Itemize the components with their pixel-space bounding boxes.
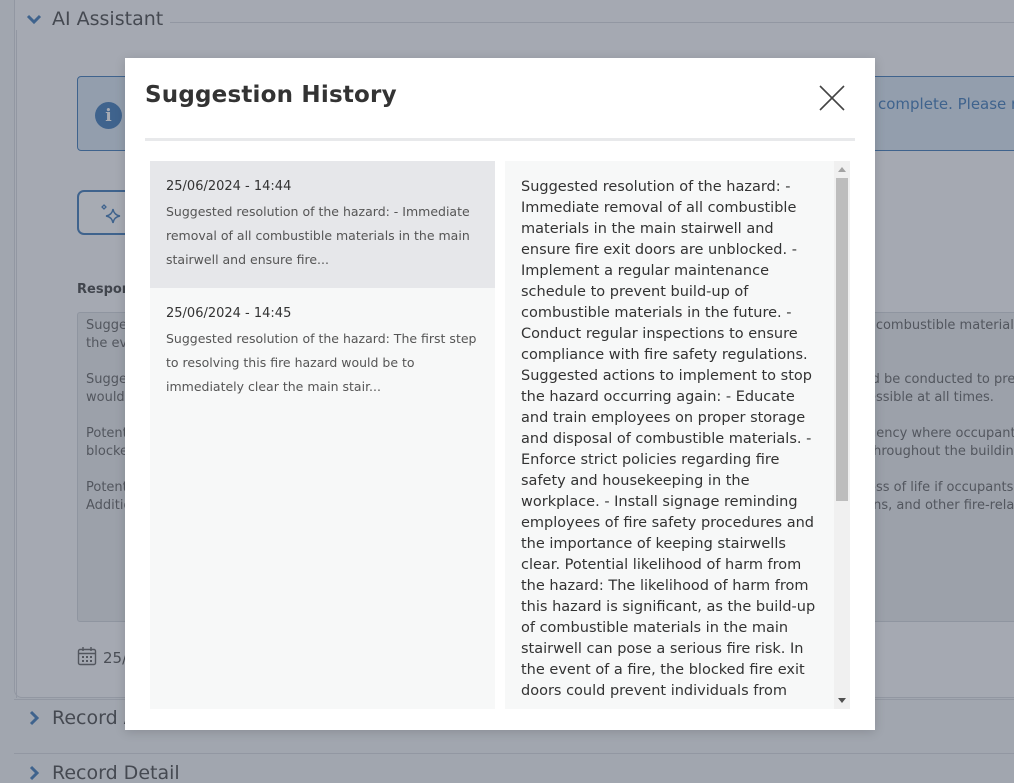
history-item-date: 25/06/2024 - 14:44 (166, 179, 292, 194)
suggestion-detail-text: Suggested resolution of the hazard: - Immediate removal of all combustible materials in the main stairwell and ensure fire exit doors are unblocked. - Implement a regular maintenance schedule to prevent build-up of combustible materials in the future. - Conduct regular inspections to ensure compliance with fire safety regulations. Suggested actions to implement to stop the hazard occurring again: - Educate and train employees on proper storage and disposal of combustible materials. - Enforce strict policies regarding fire safety and housekeeping in the workplace. - Install signage reminding employees of fire safety procedures and the importance of keeping stairwells clear. Potential likelihood of harm from the hazard: The likelihood of harm from this hazard is significant, as the build-up of combustible materials in the main stairwell can pose a serious fire risk. In the event of a fire, the blocked fire exit doors could prevent individuals from (521, 179, 816, 699)
history-list (150, 161, 495, 709)
modal-divider (145, 138, 855, 141)
history-item-date: 25/06/2024 - 14:45 (166, 306, 292, 321)
detail-scrollbar[interactable] (834, 161, 850, 709)
scrollbar-thumb[interactable] (836, 178, 848, 501)
scroll-up-arrow-icon[interactable] (838, 167, 846, 172)
history-item-snippet: Suggested resolution of the hazard: The first step to resolving this fire hazard would be to immediately clear the main stair... (166, 331, 477, 394)
history-item-snippet: Suggested resolution of the hazard: - Immediate removal of all combustible materials in the main stairwell and ensure fire... (166, 204, 470, 267)
close-button[interactable] (817, 83, 847, 113)
history-item[interactable] (150, 161, 495, 288)
scroll-down-arrow-icon[interactable] (838, 698, 846, 703)
modal-title: Suggestion History (145, 82, 397, 108)
close-icon (817, 83, 847, 113)
suggestion-history-modal (125, 58, 875, 730)
suggestion-detail-pane[interactable] (505, 161, 850, 709)
history-item[interactable] (150, 288, 495, 415)
